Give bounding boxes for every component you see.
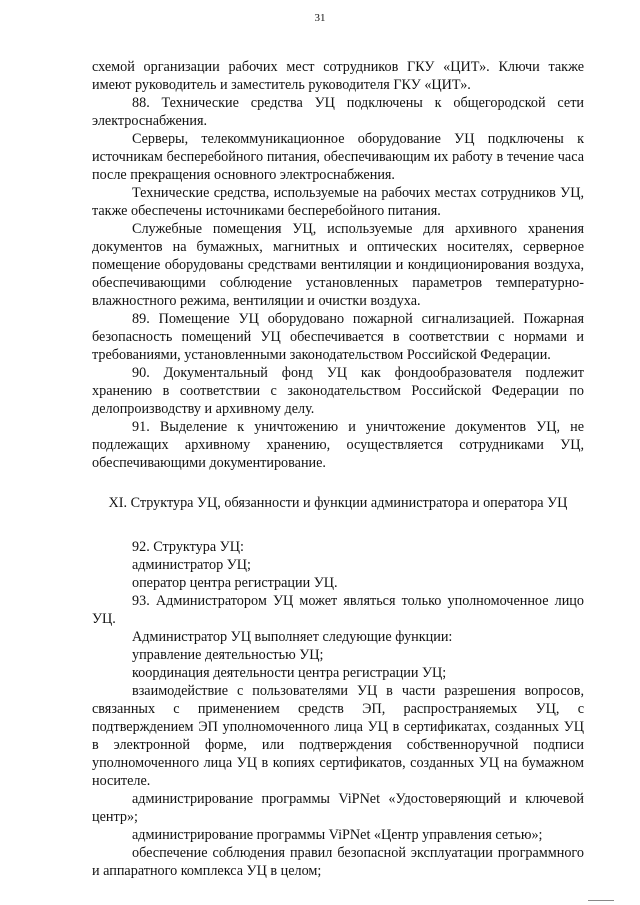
paragraph: 91. Выделение к уничтожению и уничтожение документов УЦ, не подлежащих архивному хранению, осуществляется сотрудниками УЦ, обеспечивающими документирование. — [92, 419, 584, 471]
paragraph: 93. Администратором УЦ может являться только уполномоченное лицо УЦ. — [92, 593, 584, 627]
paragraphs-after-heading — [92, 538, 584, 880]
paragraph: Технические средства, используемые на рабочих местах сотрудников УЦ, также обеспечены источниками бесперебойного питания. — [92, 185, 584, 219]
paragraph: 92. Структура УЦ: — [132, 539, 244, 555]
paragraph: 88. Технические средства УЦ подключены к общегородской сети электроснабжения. — [92, 95, 584, 129]
paragraph: схемой организации рабочих мест сотрудников ГКУ «ЦИТ». Ключи также имеют руководитель и заместитель руководителя ГКУ «ЦИТ». — [92, 59, 584, 93]
paragraph: администрирование программы ViPNet «Центр управления сетью»; — [132, 827, 543, 843]
document-body — [92, 58, 584, 880]
paragraph: Администратор УЦ выполняет следующие функции: — [132, 629, 453, 645]
paragraph: взаимодействие с пользователями УЦ в части разрешения вопросов, связанных с применением средств ЭП, распространяемых УЦ, с подтверждением ЭП уполномоченного лица УЦ в сертификатах, созданных УЦ в электронной форме, или подтверждения собственноручной подписи уполномоченного лица УЦ в копиях сертификатов, созданных УЦ на бумажном носителе. — [92, 683, 584, 789]
paragraph: Серверы, телекоммуникационное оборудование УЦ подключены к источникам бесперебойного питания, обеспечивающим их работу в течение часа после прекращения основного электроснабжения. — [92, 131, 584, 183]
section-heading: XI. Структура УЦ, обязанности и функции администратора и оператора УЦ — [108, 495, 568, 511]
paragraph: 89. Помещение УЦ оборудовано пожарной сигнализацией. Пожарная безопасность помещений УЦ обеспечивается в соответствии с нормами и требованиями, установленными законодательством Российской Федерации. — [92, 311, 584, 363]
paragraph: Служебные помещения УЦ, используемые для архивного хранения документов на бумажных, магнитных и оптических носителях, серверное помещение оборудованы средствами вентиляции и кондиционирования воздуха, обеспечивающими соблюдение установленных параметров температурно-влажностного режима, вентиляции и очистки воздуха. — [92, 221, 584, 309]
paragraphs-before-heading — [92, 58, 584, 472]
paragraph: координация деятельности центра регистрации УЦ; — [132, 665, 447, 681]
paragraph: оператор центра регистрации УЦ. — [132, 575, 338, 591]
page-number: 31 — [314, 12, 326, 24]
paragraph: 90. Документальный фонд УЦ как фондообразователя подлежит хранению в соответствии с законодательством Российской Федерации по делопроизводству и архивному делу. — [92, 365, 584, 417]
paragraph: управление деятельностью УЦ; — [132, 647, 324, 663]
paragraph: администратор УЦ; — [132, 557, 251, 573]
paragraph: администрирование программы ViPNet «Удостоверяющий и ключевой центр»; — [92, 791, 584, 825]
paragraph: обеспечение соблюдения правил безопасной эксплуатации программного и аппаратного комплекса УЦ в целом; — [92, 845, 584, 879]
scan-mark — [588, 900, 614, 901]
